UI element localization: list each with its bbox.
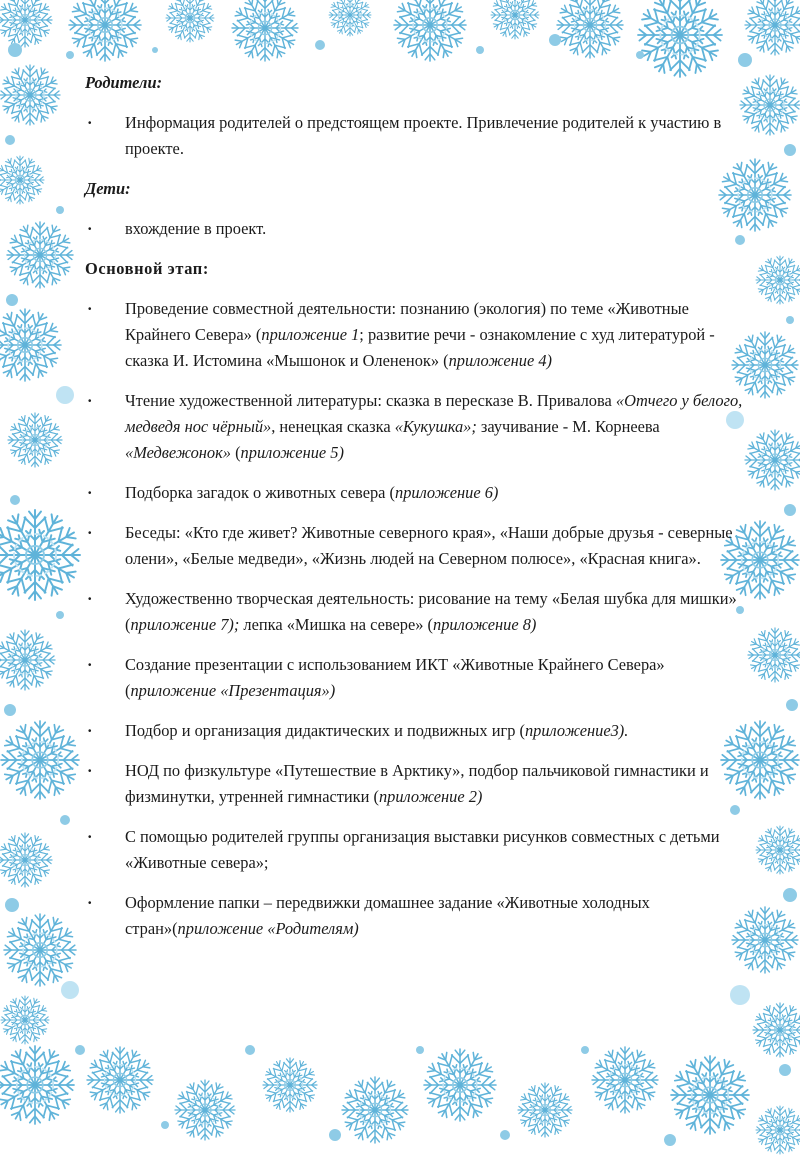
list-item [85, 520, 745, 572]
italic-reference: приложение 4) [448, 351, 552, 370]
list-item-text: НОД по физкультуре «Путешествие в Арктику», подбор пальчиковой гимнастики и физминутки, утренней гимнастики ( [125, 761, 709, 806]
list-item [85, 824, 745, 876]
italic-reference: приложение 6) [395, 483, 499, 502]
list-item [85, 296, 745, 374]
list-item-text: Оформление папки – передвижки домашнее задание «Животные холодных стран»( [125, 893, 650, 938]
italic-reference: приложение «Родителям) [177, 919, 359, 938]
section-heading-children: Дети: [85, 179, 131, 198]
italic-reference: «Отчего у белого, медведя нос чёрный» [125, 391, 743, 436]
list-item-text: лепка «Мишка на севере» ( [239, 615, 434, 634]
italic-reference: приложение 1 [261, 325, 360, 344]
list-item-text: Чтение художественной литературы: сказка в пересказе В. Привалова [125, 391, 616, 410]
list-item [85, 480, 745, 506]
main-stage-list [85, 296, 745, 942]
list-item-text: , ненецкая сказка [271, 417, 395, 436]
list-item [85, 586, 745, 638]
list-item [85, 758, 745, 810]
italic-reference: приложение «Презентация») [130, 681, 336, 700]
list-item-text: Создание презентации с использованием ИКТ «Животные Крайнего Севера» ( [125, 655, 665, 700]
list-item-text: С помощью родителей группы организация выставки рисунков совместных с детьми «Животные севера»; [125, 827, 720, 872]
list-item [85, 890, 745, 942]
list-item [85, 718, 745, 744]
list-item-text: заучивание - М. Корнеева [476, 417, 660, 436]
children-list [85, 216, 745, 242]
italic-reference: «Медвежонок» [125, 443, 231, 462]
italic-reference: приложение 2) [378, 787, 483, 806]
document-body [85, 70, 745, 956]
list-item [85, 388, 745, 466]
list-item-text: Беседы: «Кто где живет? Животные северного края», «Наши добрые друзья - северные олени», «Белые медведи», «Жизнь людей на Северном полюсе», «Красная книга». [125, 523, 733, 568]
italic-reference: приложение 8) [433, 615, 537, 634]
list-item-text: Информация родителей о предстоящем проекте. Привлечение родителей к участию в проекте. [125, 113, 722, 158]
list-item-text: вхождение в проект. [125, 219, 267, 238]
section-heading-parents: Родители: [85, 73, 163, 92]
list-item [85, 652, 745, 704]
italic-reference: приложение 7); [130, 615, 240, 634]
list-item-text: ( [230, 443, 241, 462]
list-item-text: Подбор и организация дидактических и подвижных игр ( [125, 721, 525, 740]
list-item-text: ; развитие речи - ознакомление с худ литературой - сказка И. Истомина «Мышонок и Олененок» ( [125, 325, 715, 370]
italic-reference: «Кукушка»; [394, 417, 477, 436]
italic-reference: приложение 5) [240, 443, 344, 462]
list-item-text: Подборка загадок о животных севера ( [125, 483, 395, 502]
list-item-text: Проведение совместной деятельности: познанию (экология) по теме «Животные Крайнего Севера» ( [125, 299, 689, 344]
parents-list [85, 110, 745, 162]
list-item [85, 110, 745, 162]
list-item [85, 216, 745, 242]
list-item-text: Художественно творческая деятельность: рисование на тему «Белая шубка для мишки» ( [125, 589, 737, 634]
section-heading-main-stage: Основной этап: [85, 259, 209, 278]
italic-reference: приложение3). [524, 721, 629, 740]
